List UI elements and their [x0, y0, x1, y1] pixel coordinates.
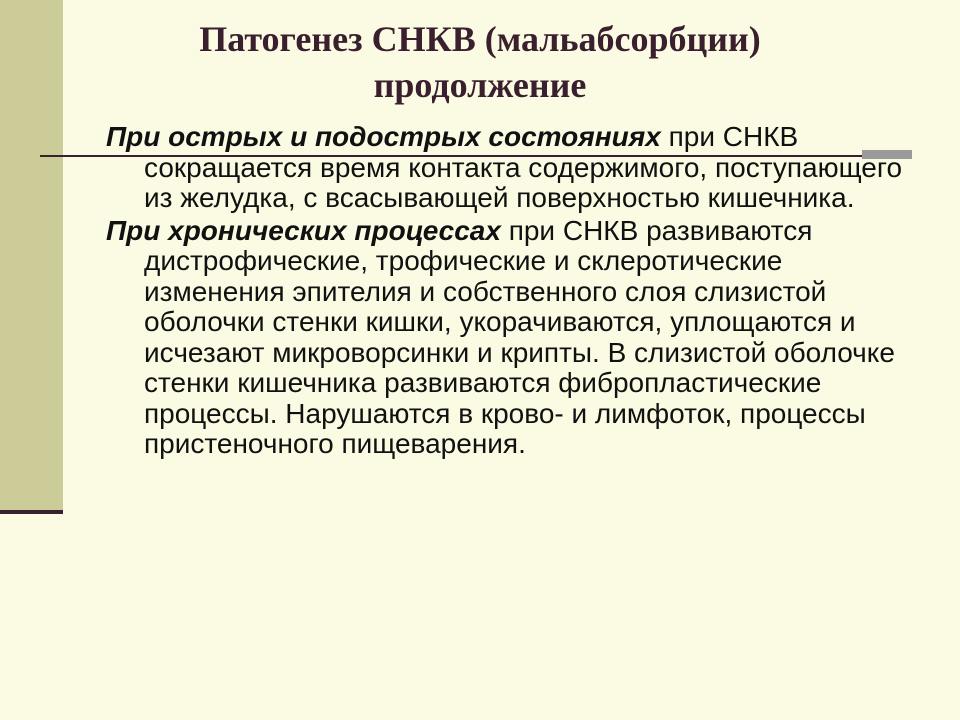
- paragraph-chronic: [106, 216, 906, 460]
- paragraph-chronic-text: при СНКВ развиваются дистрофические, трофические и склеротические изменения эпителия и собственного слоя слизистой оболочки стенки кишки, укорачиваются, уплощаются и исчезают микроворсинки и крипты. В слизистой оболочке стенки кишечника развиваются фибропластические процессы. Нарушаются в крово- и лимфоток, процессы пристеночного пищеварения.: [144, 214, 895, 459]
- slide-title-line-1: Патогенез СНКВ (мальабсорбции): [199, 19, 761, 59]
- slide-body: [106, 122, 906, 462]
- slide-title: [120, 16, 840, 108]
- paragraph-chronic-emphasis: При хронических процессах: [106, 214, 501, 246]
- paragraph-acute: [106, 122, 906, 214]
- side-band-underline: [0, 510, 63, 514]
- decorative-side-band: [0, 0, 63, 513]
- paragraph-acute-text: при СНКВ сокращается время контакта содержимого, поступающего из желудка, с всасывающей поверхностью кишечника.: [144, 121, 903, 213]
- slide-title-line-2: продолжение: [373, 65, 587, 105]
- paragraph-acute-emphasis: При острых и подострых состояниях: [106, 121, 661, 152]
